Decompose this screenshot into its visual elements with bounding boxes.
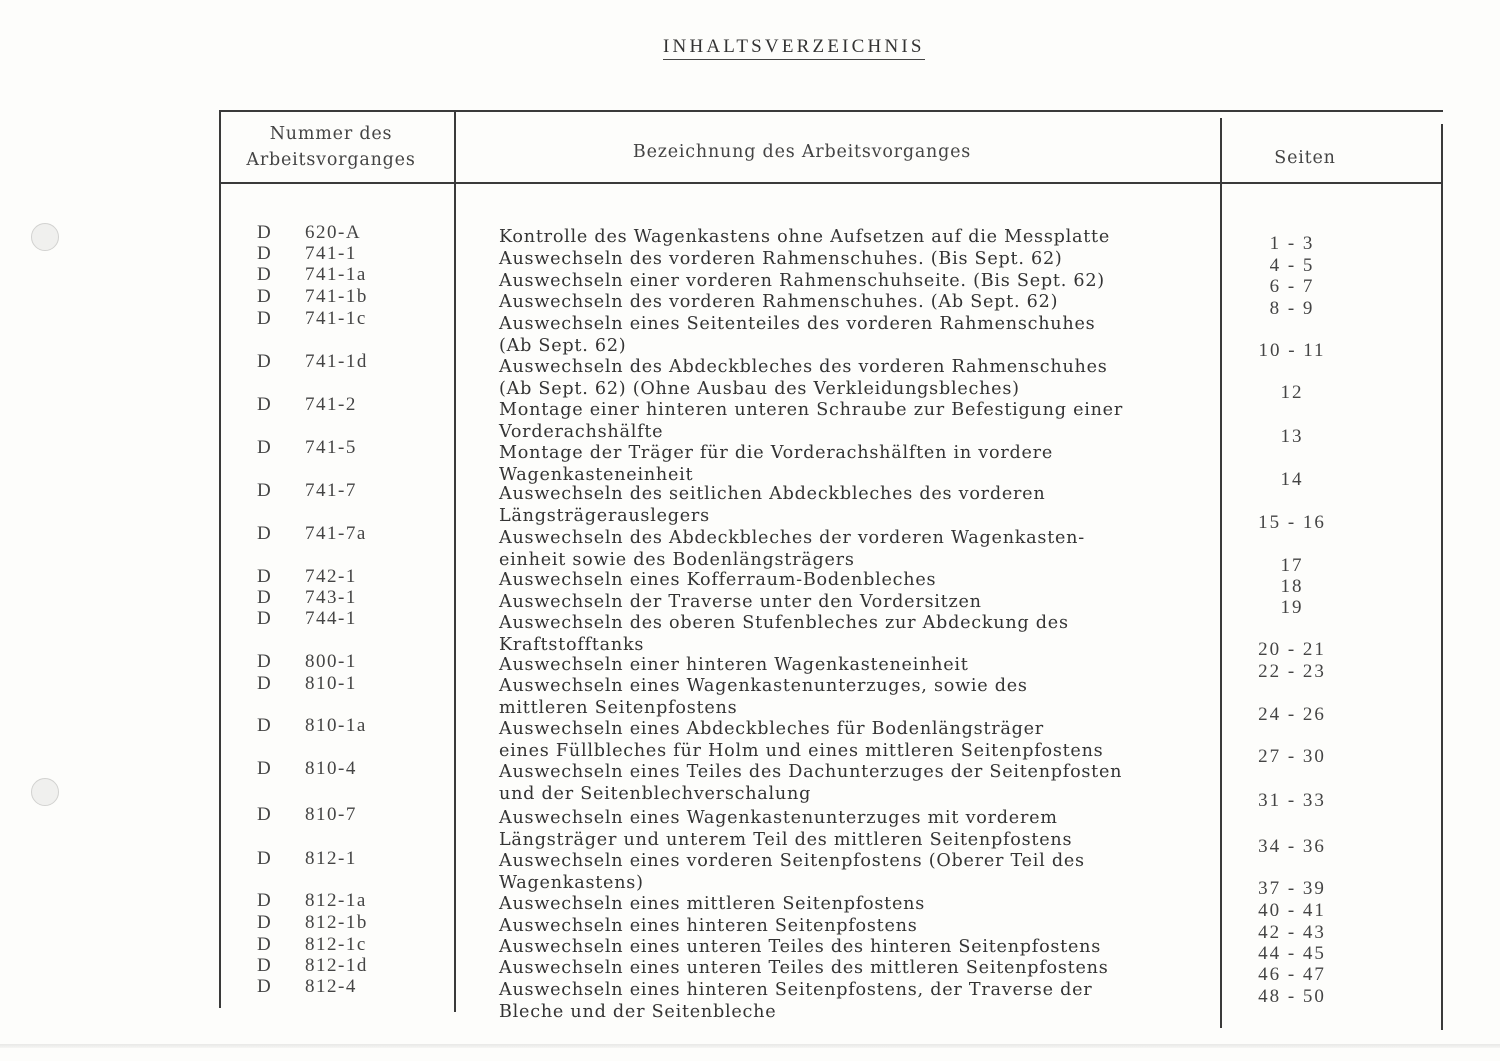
operation-prefix: D [257, 566, 273, 587]
operation-code: 812-1d [305, 955, 368, 976]
operation-code: 741-7 [305, 480, 357, 501]
operation-number [257, 264, 367, 286]
operation-prefix: D [257, 955, 273, 976]
operation-code: 812-1c [305, 934, 367, 955]
header-description: Bezeichnung des Arbeitsvorganges [632, 142, 972, 162]
operation-code: 744-1 [305, 608, 357, 629]
operation-code: 812-4 [305, 976, 357, 997]
operation-prefix: D [257, 286, 273, 307]
operation-description: Auswechseln eines vorderen Seitenpfostens (Oberer Teil des Wagenkastens) [499, 851, 1085, 893]
operation-description: Auswechseln eines hinteren Seitenpfostens, der Traverse der Bleche und der Seitenbleche [499, 980, 1093, 1022]
operation-description: Auswechseln eines mittleren Seitenpfostens [499, 894, 925, 914]
operation-description: Auswechseln des vorderen Rahmenschuhes. (Ab Sept. 62) [499, 292, 1059, 312]
operation-number [257, 351, 368, 373]
page-range: 37 - 39 [1258, 878, 1326, 899]
operation-description: Auswechseln einer vorderen Rahmenschuhseite. (Bis Sept. 62) [499, 271, 1105, 291]
operation-prefix: D [257, 848, 273, 869]
operation-prefix: D [257, 480, 273, 501]
operation-number [257, 976, 357, 998]
operation-description: Auswechseln der Traverse unter den Vordersitzen [499, 592, 982, 612]
operation-description: Montage einer hinteren unteren Schraube zur Befestigung einer Vorderachshälfte [499, 400, 1124, 442]
operation-number [257, 804, 357, 826]
operation-description: Auswechseln eines Seitenteiles des vorderen Rahmenschuhes (Ab Sept. 62) [499, 314, 1096, 356]
operation-prefix: D [257, 715, 273, 736]
operation-number [257, 308, 367, 330]
header-pages: Seiten [1274, 148, 1336, 168]
operation-description: Auswechseln einer hinteren Wagenkasteneinheit [499, 655, 969, 675]
operation-description: Auswechseln eines Teiles des Dachunterzuges der Seitenpfosten und der Seitenblechverschalung [499, 762, 1123, 804]
page-range: 44 - 45 [1258, 943, 1326, 964]
page-range: 27 - 30 [1258, 746, 1326, 767]
operation-description: Auswechseln eines Wagenkastenunterzuges, sowie des mittleren Seitenpfostens [499, 676, 1028, 718]
operation-code: 812-1a [305, 890, 367, 911]
page-range: 34 - 36 [1258, 836, 1326, 857]
operation-number [257, 243, 357, 265]
header-bottom-border [220, 182, 1443, 184]
page-range: 48 - 50 [1258, 986, 1326, 1007]
operation-description: Auswechseln eines Abdeckbleches für Bodenlängsträger eines Füllbleches für Holm und eines mittleren Seitenpfostens [499, 719, 1104, 761]
operation-code: 741-5 [305, 437, 357, 458]
page-range: 10 - 11 [1258, 340, 1326, 361]
operation-code: 812-1b [305, 912, 368, 933]
operation-number [257, 848, 357, 870]
page-range: 24 - 26 [1258, 704, 1326, 725]
operation-number [257, 673, 357, 695]
page-range: 1 - 3 [1269, 233, 1315, 254]
operation-description: Auswechseln des seitlichen Abdeckbleches des vorderen Längsträgerauslegers [499, 484, 1046, 526]
operation-code: 810-4 [305, 758, 357, 779]
operation-number [257, 955, 368, 977]
operation-code: 810-1a [305, 715, 367, 736]
page-range: 13 [1280, 426, 1304, 447]
operation-description: Auswechseln des vorderen Rahmenschuhes. (Bis Sept. 62) [499, 249, 1063, 269]
operation-prefix: D [257, 758, 273, 779]
column-divider-1 [454, 110, 456, 1012]
operation-code: 810-7 [305, 804, 357, 825]
page-range: 17 [1280, 555, 1304, 576]
operation-description: Auswechseln eines unteren Teiles des hinteren Seitenpfostens [499, 937, 1102, 957]
operation-code: 620-A [305, 222, 362, 243]
operation-prefix: D [257, 351, 273, 372]
page-range: 20 - 21 [1258, 639, 1326, 660]
operation-prefix: D [257, 308, 273, 329]
operation-number [257, 651, 357, 673]
page-range: 15 - 16 [1258, 512, 1326, 533]
operation-number [257, 222, 361, 244]
table-top-border [220, 110, 1443, 112]
punch-hole-bottom [31, 778, 59, 806]
operation-prefix: D [257, 804, 273, 825]
operation-prefix: D [257, 608, 273, 629]
operation-code: 742-1 [305, 566, 357, 587]
operation-number [257, 934, 367, 956]
operation-description: Montage der Träger für die Vorderachshälften in vordere Wagenkasteneinheit [499, 443, 1053, 485]
operation-prefix: D [257, 912, 273, 933]
page-range: 18 [1280, 576, 1304, 597]
punch-hole-top [31, 223, 59, 251]
page-range: 40 - 41 [1258, 900, 1326, 921]
operation-prefix: D [257, 437, 273, 458]
operation-number [257, 587, 357, 609]
page-range: 31 - 33 [1258, 790, 1326, 811]
page-range: 19 [1280, 597, 1304, 618]
table-left-border [219, 110, 221, 1008]
operation-prefix: D [257, 394, 273, 415]
header-number: Nummer des Arbeitsvorganges [246, 124, 416, 170]
operation-number [257, 394, 357, 416]
page-range: 4 - 5 [1269, 255, 1315, 276]
operation-code: 810-1 [305, 673, 357, 694]
operation-number [257, 437, 357, 459]
operation-description: Auswechseln des Abdeckbleches des vorderen Rahmenschuhes (Ab Sept. 62) (Ohne Ausbau des Verkleidungsbleches) [499, 357, 1108, 399]
operation-prefix: D [257, 890, 273, 911]
page-edge [0, 1044, 1500, 1048]
page-range: 22 - 23 [1258, 661, 1326, 682]
operation-prefix: D [257, 934, 273, 955]
page-range: 12 [1280, 382, 1304, 403]
operation-prefix: D [257, 523, 273, 544]
operation-number [257, 523, 367, 545]
operation-code: 741-1d [305, 351, 368, 372]
operation-prefix: D [257, 243, 273, 264]
operation-number [257, 890, 367, 912]
operation-prefix: D [257, 673, 273, 694]
operation-code: 812-1 [305, 848, 357, 869]
operation-prefix: D [257, 264, 273, 285]
page-title: INHALTSVERZEICHNIS [663, 36, 925, 60]
operation-prefix: D [257, 651, 273, 672]
operation-number [257, 480, 357, 502]
page-range: 42 - 43 [1258, 922, 1326, 943]
operation-code: 741-1b [305, 286, 368, 307]
operation-prefix: D [257, 222, 273, 243]
operation-code: 741-2 [305, 394, 357, 415]
operation-description: Kontrolle des Wagenkastens ohne Aufsetzen auf die Messplatte [499, 227, 1111, 247]
operation-description: Auswechseln eines Wagenkastenunterzuges mit vorderem Längsträger und unterem Teil des mittleren Seitenpfostens [499, 808, 1073, 850]
operation-prefix: D [257, 587, 273, 608]
page-range: 8 - 9 [1269, 298, 1315, 319]
operation-description: Auswechseln eines Kofferraum-Bodenbleches [499, 570, 937, 590]
operation-description: Auswechseln eines hinteren Seitenpfostens [499, 916, 918, 936]
operation-number [257, 608, 357, 630]
page-range: 46 - 47 [1258, 964, 1326, 985]
table-right-border [1441, 124, 1443, 1030]
operation-number [257, 758, 357, 780]
operation-code: 800-1 [305, 651, 357, 672]
operation-code: 741-1 [305, 243, 357, 264]
page-range: 14 [1280, 469, 1304, 490]
operation-code: 743-1 [305, 587, 357, 608]
operation-code: 741-1a [305, 264, 367, 285]
operation-code: 741-1c [305, 308, 367, 329]
operation-number [257, 715, 367, 737]
operation-code: 741-7a [305, 523, 367, 544]
operation-number [257, 566, 357, 588]
operation-description: Auswechseln eines unteren Teiles des mittleren Seitenpfostens [499, 958, 1109, 978]
operation-prefix: D [257, 976, 273, 997]
operation-description: Auswechseln des Abdeckbleches der vorderen Wagenkasten- einheit sowie des Bodenlängsträgers [499, 528, 1085, 570]
operation-description: Auswechseln des oberen Stufenbleches zur Abdeckung des Kraftstofftanks [499, 613, 1069, 655]
operation-number [257, 912, 368, 934]
operation-number [257, 286, 368, 308]
page-range: 6 - 7 [1269, 276, 1315, 297]
